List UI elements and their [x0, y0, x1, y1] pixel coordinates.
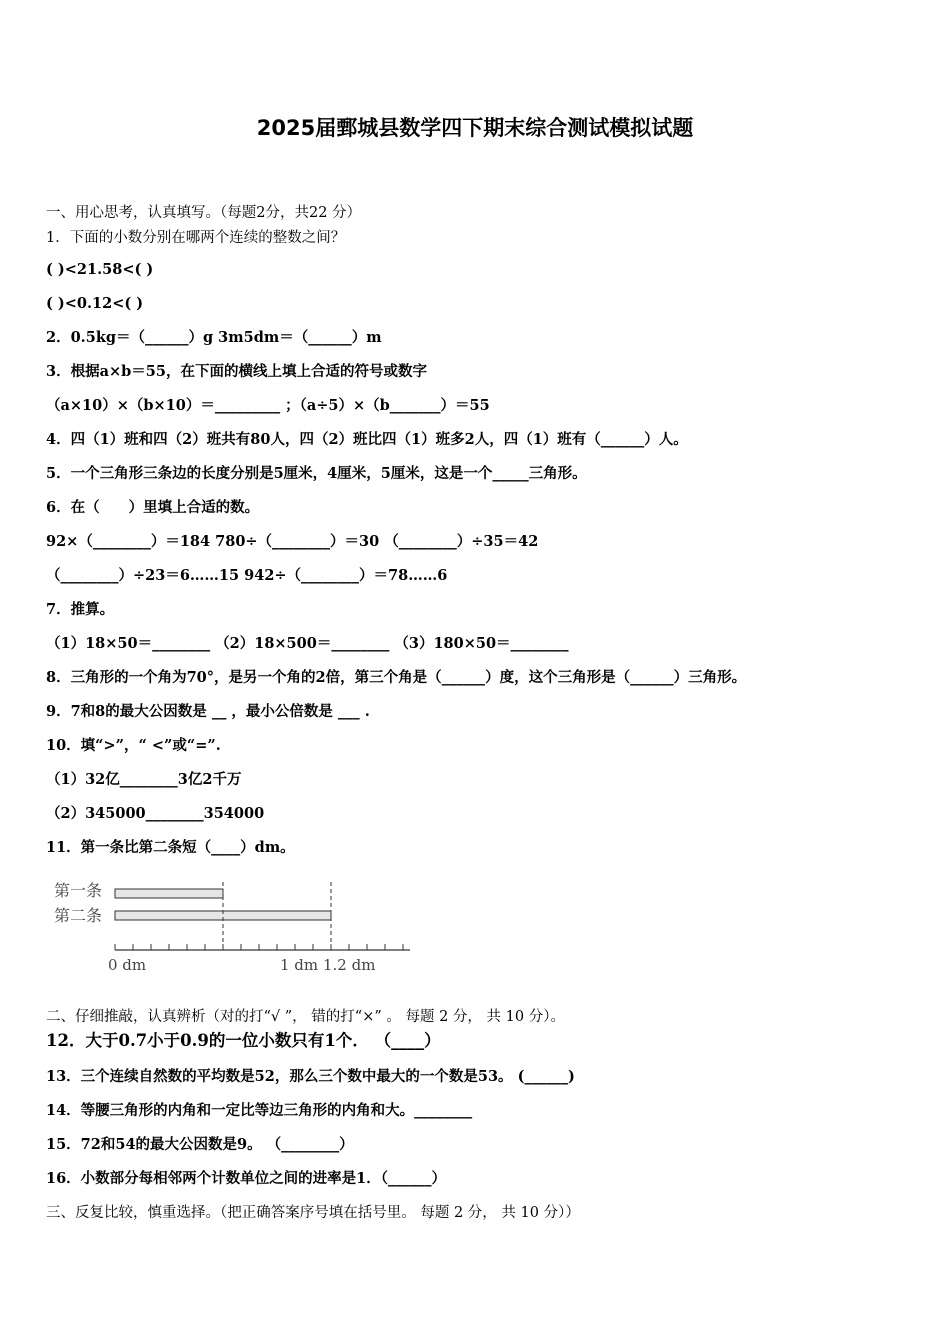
number-line-ticks [115, 944, 403, 950]
section-2-heading: 二、仔细推敲，认真辨析（对的打“√ ”， 错的打“×” 。 每题 2 分， 共 10 分）。 [46, 1009, 565, 1025]
question-7-items: （1）18×50＝________ （2）18×500＝________ （3）180×50＝________ [46, 635, 569, 652]
section-3-heading: 三、反复比较，慎重选择。（把正确答案序号填在括号里。 每题 2 分， 共 10 分）） [46, 1205, 580, 1221]
first-segment-bar [115, 889, 223, 898]
question-1-line-a: ( )<21.58<( ) [46, 261, 154, 278]
question-11: 11．第一条比第二条短（____）dm。 [46, 839, 295, 856]
figure-label-first: 第一条 [54, 881, 103, 900]
question-5: 5．一个三角形三条边的长度分别是5厘米，4厘米，5厘米，这是一个_____三角形。 [46, 465, 587, 482]
question-6-line-a: 92×（________）＝184 780÷（________）＝30 （________）÷35＝42 [46, 533, 539, 550]
question-10-item-2: （2）345000________354000 [46, 805, 265, 822]
question-1: 1．下面的小数分别在哪两个连续的整数之间？ [46, 230, 346, 246]
section-1-heading: 一、用心思考，认真填写。（每题2分，共22 分） [46, 205, 362, 221]
tick-label-1-2: 1.2 dm [323, 956, 376, 974]
question-16: 16．小数部分每相邻两个计数单位之间的进率是1．（______） [46, 1170, 447, 1187]
question-2: 2．0.5kg＝（______）g 3m5dm＝（______）m [46, 329, 382, 346]
segment-comparison-figure [50, 874, 420, 982]
question-1-line-b: ( )<0.12<( ) [46, 295, 144, 312]
tick-label-0: 0 dm [108, 956, 147, 974]
question-14: 14．等腰三角形的内角和一定比等边三角形的内角和大。________ [46, 1102, 473, 1119]
question-3-blanks: （a×10）×（b×10）＝_________ ；（a÷5）×（b_______）＝55 [46, 397, 490, 414]
question-8: 8．三角形的一个角为70°，是另一个角的2倍，第三个角是（______）度，这个三角形是（______）三角形。 [46, 669, 747, 686]
question-6: 6．在（ ）里填上合适的数。 [46, 499, 260, 516]
question-13: 13．三个连续自然数的平均数是52，那么三个数中最大的一个数是53。 (______) [46, 1068, 575, 1085]
question-6-line-b: （________）÷23＝6……15 942÷（________）＝78……6 [46, 567, 448, 584]
question-10-item-1: （1）32亿________3亿2千万 [46, 771, 242, 788]
question-3: 3．根据a×b＝55，在下面的横线上填上合适的符号或数字 [46, 363, 427, 380]
question-7: 7．推算。 [46, 601, 115, 618]
question-9: 9．7和8的最大公因数是 __ ，最小公倍数是 ___ . [46, 703, 370, 720]
question-12: 12．大于0.7小于0.9的一位小数只有1个． （____） [46, 1031, 441, 1050]
question-10: 10．填“>”，“ <”或“=”. [46, 737, 221, 754]
page-title: 2025届鄄城县数学四下期末综合测试模拟试题 [256, 116, 694, 140]
tick-label-1: 1 dm [280, 956, 319, 974]
question-4: 4．四（1）班和四（2）班共有80人，四（2）班比四（1）班多2人，四（1）班有（______）人。 [46, 431, 688, 448]
figure-label-second: 第二条 [54, 906, 103, 925]
question-15: 15．72和54的最大公因数是9。 （________） [46, 1136, 354, 1153]
